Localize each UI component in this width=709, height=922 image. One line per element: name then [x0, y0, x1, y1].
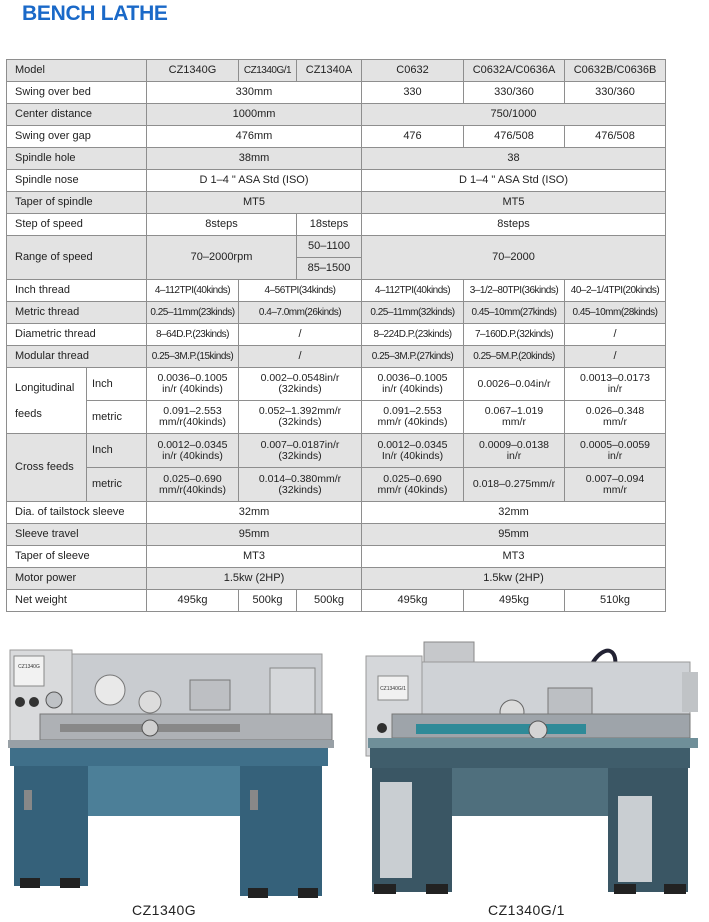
- table-cell: [565, 401, 666, 434]
- cell-line: mm/r (40kinds): [377, 483, 448, 496]
- row-label: Taper of sleeve: [7, 546, 147, 568]
- cell-line: 0.002–0.0548in/r: [260, 372, 340, 384]
- table-cell: 4–112TPI(40kinds): [147, 280, 239, 302]
- table-cell: 3–1/2–80TPI(36kinds): [464, 280, 565, 302]
- cell-line: 0.0013–0.0173: [579, 372, 651, 384]
- table-row: [7, 148, 666, 170]
- table-cell: 495kg: [362, 590, 464, 612]
- model-header: C0632: [362, 60, 464, 82]
- row-label: Spindle hole: [7, 148, 147, 170]
- table-row: [7, 60, 666, 82]
- cell-line: In/r (40kinds): [381, 449, 444, 462]
- cell-line: 0.025–0.690: [163, 472, 222, 485]
- longitudinal-label-line1: Longitudinal: [15, 381, 75, 394]
- table-cell: 0.25–3M.P.(27kinds): [362, 346, 464, 368]
- table-cell: 0.0026–0.04in/r: [464, 368, 565, 401]
- cell-line: (32kinds): [278, 383, 322, 395]
- table-cell: [147, 434, 239, 468]
- table-cell: 330mm: [147, 82, 362, 104]
- row-label: Sleeve travel: [7, 524, 147, 546]
- cell-line: 0.025–0.690: [383, 472, 442, 485]
- table-row: [7, 236, 666, 258]
- table-cell: [362, 368, 464, 401]
- sub-label: metric: [87, 401, 147, 434]
- cell-line: in/r: [506, 449, 522, 462]
- table-cell: [147, 468, 239, 502]
- cell-line: 0.067–1.019: [484, 405, 544, 417]
- table-row: [7, 434, 666, 468]
- row-label: Inch thread: [7, 280, 147, 302]
- cell-line: in/r (40kinds): [162, 449, 223, 462]
- cell-line: (32kinds): [278, 483, 322, 496]
- table-cell: 0.45–10mm(27kinds): [464, 302, 565, 324]
- cell-line: 0.0012–0.0345: [377, 438, 448, 451]
- table-cell: 500kg: [297, 590, 362, 612]
- table-cell: 0.25–5M.P.(20kinds): [464, 346, 565, 368]
- table-cell: 7–160D.P.(32kinds): [464, 324, 565, 346]
- table-cell: 500kg: [239, 590, 297, 612]
- row-label: [7, 368, 87, 434]
- row-label: Swing over bed: [7, 82, 147, 104]
- table-row: [7, 346, 666, 368]
- cell-line: mm/r(40kinds): [158, 483, 227, 496]
- row-label: Step of speed: [7, 214, 147, 236]
- cell-line: in/r: [607, 383, 623, 395]
- table-row: [7, 568, 666, 590]
- table-cell: [565, 434, 666, 468]
- model-header: C0632A/C0636A: [464, 60, 565, 82]
- table-cell: 0.25–3M.P.(15kinds): [147, 346, 239, 368]
- cell-line: 0.007–0.094: [585, 472, 645, 485]
- cell-line: 0.0009–0.0138: [478, 438, 550, 451]
- cell-line: (32kinds): [278, 416, 322, 428]
- cell-line: in/r: [607, 449, 623, 462]
- row-label: Center distance: [7, 104, 147, 126]
- table-cell: 32mm: [362, 502, 666, 524]
- lathe-photo-cz1340g: [0, 640, 340, 902]
- cell-line: 0.0005–0.0059: [579, 438, 651, 451]
- table-cell: [147, 368, 239, 401]
- table-cell: 38: [362, 148, 666, 170]
- sub-label: Inch: [87, 368, 147, 401]
- cell-line: 0.0012–0.0345: [157, 438, 228, 451]
- table-row: [7, 590, 666, 612]
- table-cell: 1.5kw (2HP): [147, 568, 362, 590]
- model-header: CZ1340G/1: [239, 60, 297, 82]
- table-cell: 0.018–0.275mm/r: [464, 468, 565, 502]
- table-cell: [239, 468, 362, 502]
- table-cell: 70–2000rpm: [147, 236, 297, 280]
- table-cell: 0.25–11mm(23kinds): [147, 302, 239, 324]
- table-cell: 38mm: [147, 148, 362, 170]
- model-header: CZ1340G: [147, 60, 239, 82]
- cell-line: 0.052–1.392mm/r: [258, 405, 342, 417]
- table-cell: 1.5kw (2HP): [362, 568, 666, 590]
- table-cell: 510kg: [565, 590, 666, 612]
- cell-line: mm/r: [603, 416, 627, 428]
- table-row: [7, 214, 666, 236]
- table-cell: 330: [362, 82, 464, 104]
- table-row: [7, 524, 666, 546]
- table-cell: 476/508: [565, 126, 666, 148]
- headstock-panel-label: CZ1340G/1: [380, 686, 406, 692]
- table-cell: 8steps: [147, 214, 297, 236]
- table-row: [7, 104, 666, 126]
- cell-line: 0.0036–0.1005: [157, 372, 228, 384]
- caption-cz1340g: CZ1340G: [132, 902, 197, 918]
- table-row: [7, 82, 666, 104]
- row-label: Modular thread: [7, 346, 147, 368]
- table-cell: D 1–4 " ASA Std (ISO): [362, 170, 666, 192]
- table-cell: [239, 401, 362, 434]
- cell-line: in/r (40kinds): [162, 383, 223, 395]
- table-cell: [239, 434, 362, 468]
- cell-line: mm/r: [603, 483, 627, 496]
- table-cell: 0.4–7.0mm(26kinds): [239, 302, 362, 324]
- table-cell: [239, 368, 362, 401]
- cell-line: 0.0036–0.1005: [377, 372, 448, 384]
- table-row: [7, 468, 666, 502]
- table-cell: 476mm: [147, 126, 362, 148]
- sub-label: metric: [87, 468, 147, 502]
- row-label: Cross feeds: [7, 434, 87, 502]
- table-cell: 476: [362, 126, 464, 148]
- cell-line: 0.007–0.0187in/r: [260, 438, 340, 451]
- table-cell: MT3: [362, 546, 666, 568]
- row-label: Net weight: [7, 590, 147, 612]
- table-cell: [362, 401, 464, 434]
- headstock-panel-label: CZ1340G: [18, 664, 40, 670]
- sub-label: Inch: [87, 434, 147, 468]
- table-cell: 18steps: [297, 214, 362, 236]
- table-cell: D 1–4 " ASA Std (ISO): [147, 170, 362, 192]
- row-label: Spindle nose: [7, 170, 147, 192]
- table-cell: MT5: [147, 192, 362, 214]
- row-label: Metric thread: [7, 302, 147, 324]
- table-cell: 1000mm: [147, 104, 362, 126]
- cell-line: in/r (40kinds): [382, 383, 443, 395]
- table-cell: [362, 434, 464, 468]
- row-label: Taper of spindle: [7, 192, 147, 214]
- table-cell: [362, 468, 464, 502]
- table-cell: 40–2–1/4TPI(20kinds): [565, 280, 666, 302]
- table-row: [7, 546, 666, 568]
- cell-line: mm/r: [502, 416, 526, 428]
- row-label: Range of speed: [7, 236, 147, 280]
- row-label: Model: [7, 60, 147, 82]
- table-cell: /: [565, 346, 666, 368]
- table-cell: [565, 368, 666, 401]
- cell-line: mm/r (40kinds): [377, 416, 448, 428]
- table-cell: [565, 468, 666, 502]
- table-cell: MT5: [362, 192, 666, 214]
- table-row: [7, 126, 666, 148]
- table-cell: 50–1100: [297, 236, 362, 258]
- table-cell: [147, 401, 239, 434]
- cell-line: (32kinds): [278, 449, 322, 462]
- table-cell: 495kg: [464, 590, 565, 612]
- lathe-photo-cz1340g1: [352, 632, 704, 902]
- table-row: [7, 170, 666, 192]
- model-header: CZ1340A: [297, 60, 362, 82]
- table-cell: /: [239, 346, 362, 368]
- table-cell: 95mm: [362, 524, 666, 546]
- cell-line: 0.091–2.553: [163, 405, 222, 417]
- table-cell: 4–56TPI(34kinds): [239, 280, 362, 302]
- table-cell: [464, 434, 565, 468]
- cell-line: 0.091–2.553: [383, 405, 442, 417]
- caption-cz1340g1: CZ1340G/1: [488, 902, 565, 918]
- model-header: C0632B/C0636B: [565, 60, 666, 82]
- table-cell: [464, 401, 565, 434]
- cell-line: 0.026–0.348: [585, 405, 645, 417]
- cell-line: mm/r(40kinds): [158, 416, 227, 428]
- table-cell: 4–112TPI(40kinds): [362, 280, 464, 302]
- table-cell: 8steps: [362, 214, 666, 236]
- table-row: [7, 280, 666, 302]
- table-cell: 85–1500: [297, 258, 362, 280]
- table-cell: /: [565, 324, 666, 346]
- cell-line: 0.014–0.380mm/r: [258, 472, 342, 485]
- table-cell: MT3: [147, 546, 362, 568]
- table-cell: 476/508: [464, 126, 565, 148]
- table-row: [7, 324, 666, 346]
- row-label: Diametric thread: [7, 324, 147, 346]
- table-cell: 70–2000: [362, 236, 666, 280]
- table-row: [7, 368, 666, 401]
- table-cell: 0.45–10mm(28kinds): [565, 302, 666, 324]
- longitudinal-label-line2: feeds: [15, 407, 42, 420]
- row-label: Motor power: [7, 568, 147, 590]
- table-cell: 330/360: [565, 82, 666, 104]
- row-label: Swing over gap: [7, 126, 147, 148]
- table-cell: 32mm: [147, 502, 362, 524]
- table-cell: 495kg: [147, 590, 239, 612]
- table-cell: 95mm: [147, 524, 362, 546]
- table-row: [7, 302, 666, 324]
- table-row: [7, 401, 666, 434]
- page-title: BENCH LATHE: [22, 2, 168, 25]
- table-cell: 0.25–11mm(32kinds): [362, 302, 464, 324]
- table-row: [7, 192, 666, 214]
- table-cell: 750/1000: [362, 104, 666, 126]
- table-cell: 8–64D.P.(23kinds): [147, 324, 239, 346]
- table-row: [7, 502, 666, 524]
- table-cell: /: [239, 324, 362, 346]
- table-cell: 8–224D.P.(23kinds): [362, 324, 464, 346]
- row-label: Dia. of tailstock sleeve: [7, 502, 147, 524]
- spec-table: [6, 59, 666, 612]
- table-cell: 330/360: [464, 82, 565, 104]
